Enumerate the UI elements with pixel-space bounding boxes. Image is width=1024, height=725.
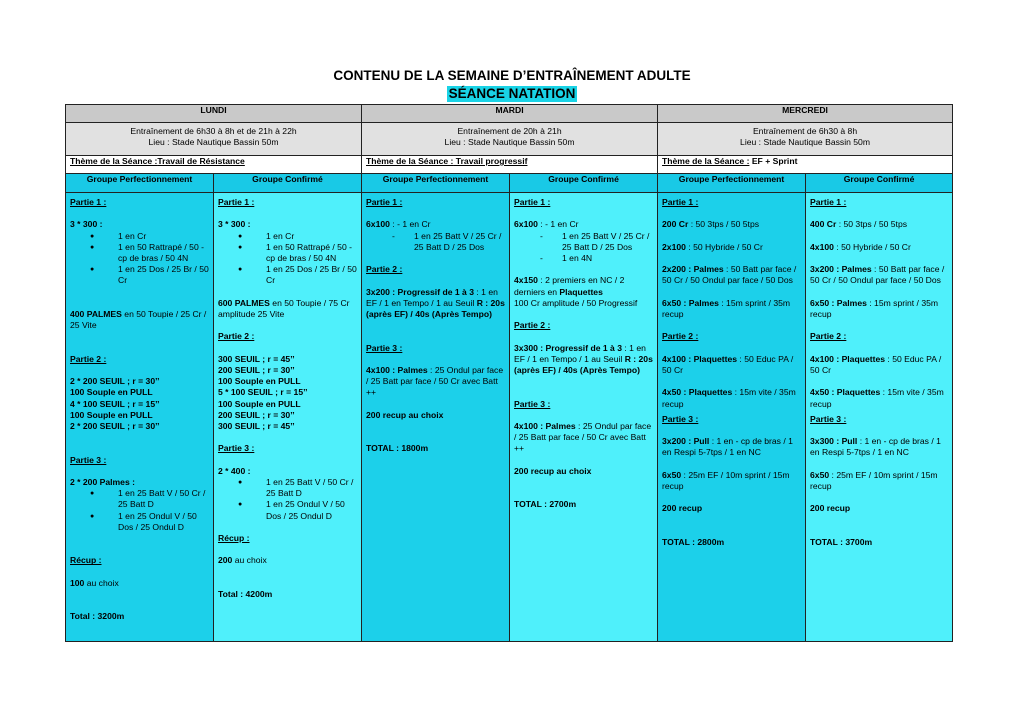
schedule-text: Entraînement de 6h30 à 8h et de 21h à 22h — [130, 126, 297, 136]
set-line: 100 Souple en PULL — [70, 409, 153, 420]
theme-value: EF + Sprint — [749, 156, 798, 166]
group-header: Groupe Confirmé — [510, 174, 658, 193]
set-line — [810, 436, 948, 458]
set-line — [810, 298, 948, 320]
set-line — [662, 354, 801, 376]
total-text: Total : 3200m — [70, 611, 125, 622]
section-title: Partie 3 : — [662, 413, 699, 424]
set-text: : 25 Ondul par face / 25 Batt par face / 50 Cr avec Batt ++ — [514, 420, 652, 454]
set-text: : 50 Educ PA / 50 Cr — [662, 353, 794, 375]
section-title: Partie 1 : — [810, 197, 847, 207]
group-row — [66, 174, 953, 193]
set-text: : 50 Batt par face / 50 Cr / 50 Ondul par face / 50 Dos — [810, 264, 945, 286]
set-line: 100 Souple en PULL — [70, 387, 153, 398]
set-title: 2 * 400 : — [218, 465, 251, 476]
set-line — [366, 219, 505, 230]
set-line — [514, 421, 653, 455]
set-line — [810, 219, 948, 230]
set-line: 2 * 200 SEUIL ; r = 30’’ — [70, 420, 160, 431]
mardi-perf-cell — [362, 193, 510, 642]
section-title: Partie 3 : — [70, 454, 107, 465]
set-line — [810, 354, 948, 376]
set-line: 200 SEUIL ; r = 30’’ — [218, 364, 295, 375]
bullet-item: ● 1 en 50 Rattrapé / 50 - cp de bras / 50 4N — [218, 242, 357, 264]
content-row — [66, 193, 953, 642]
set-bold: 2x200 : Palmes — [662, 264, 724, 275]
day-header-row — [66, 105, 953, 123]
set-line: 2 * 200 SEUIL ; r = 30’’ — [70, 376, 160, 387]
bullet-item: ● 1 en Cr — [218, 231, 357, 242]
training-table — [65, 104, 953, 642]
set-bold: 3x200 : Pull — [662, 436, 710, 447]
set-text: : 25 Ondul par face / 25 Batt par face / 50 Cr avec Batt ++ — [366, 364, 504, 398]
set-line — [810, 264, 948, 286]
set-text: : 15m vite / 35m recup — [662, 387, 796, 409]
set-line: 5 * 100 SEUIL ; r = 15’’ — [218, 387, 308, 398]
section-title: Partie 2 : — [218, 331, 255, 342]
set-bold: 200 Cr — [662, 219, 689, 230]
mercredi-conf-cell — [806, 193, 953, 642]
set-line — [810, 242, 948, 253]
set-bold: 3x200 : Palmes — [810, 264, 872, 275]
set-bold: R : 20s (après EF) / 40s (Après Tempo) — [366, 297, 505, 319]
set-bold: 6x50 — [662, 469, 682, 480]
section-title: Partie 1 : — [514, 197, 551, 207]
day-mardi: MARDI — [362, 105, 658, 123]
theme-row — [66, 156, 953, 174]
section-title: Partie 3 : — [366, 342, 403, 353]
set-line — [662, 298, 801, 320]
set-text: : 1 en - cp de bras / 1 en Respi 5-7tps / 1 en NC — [662, 436, 793, 458]
section-title: Partie 2 : — [662, 331, 699, 342]
theme-lundi — [66, 156, 362, 174]
recup-bold: 200 — [218, 555, 233, 566]
set-text: : 15m vite / 35m recup — [810, 387, 944, 409]
set-bold: 6x50 : Palmes — [662, 297, 719, 308]
bullet-item: ● 1 en 25 Dos / 25 Br / 50 Cr — [70, 264, 209, 286]
recup-text: 200 recup au choix — [366, 409, 444, 420]
subtitle-wrap — [0, 85, 1024, 103]
set-line: 4 * 100 SEUIL ; r = 15’’ — [70, 398, 160, 409]
set-text: : 1 en EF / 1 en Tempo / 1 au Seuil — [514, 342, 646, 364]
mardi-conf-cell — [510, 193, 658, 642]
set-bold: 4x100 : Palmes — [514, 420, 576, 431]
section-title: Partie 1 : — [366, 197, 403, 207]
set-bold: 3x300 : Progressif de 1 à 3 — [514, 342, 622, 353]
set-text: en 50 Toupie / 75 Cr amplitude 25 Vite — [218, 297, 350, 319]
set-line — [514, 275, 653, 297]
set-bold: 6x100 — [514, 219, 538, 230]
set-bold: 4x150 — [514, 275, 538, 286]
set-title: 3 * 300 : — [70, 219, 103, 230]
group-header: Groupe Perfectionnement — [362, 174, 510, 193]
set-text: : 50 3tps / 50 5tps — [688, 219, 760, 230]
recup-line — [70, 578, 209, 589]
set-line: 300 SEUIL ; r = 45’’ — [218, 421, 295, 431]
location-text: Lieu : Stade Nautique Bassin 50m — [148, 137, 279, 148]
bullet-item: ● 1 en 25 Ondul V / 50 Dos / 25 Ondul D — [218, 499, 357, 521]
total-text: TOTAL : 2800m — [662, 536, 725, 547]
set-text: : 50 Hybride / 50 Cr — [685, 241, 763, 252]
recup-text: 200 recup — [810, 503, 851, 514]
set-bold: 4x50 : Plaquettes — [810, 387, 881, 398]
set-line — [662, 436, 801, 458]
set-bold: 4x100 : Plaquettes — [662, 353, 738, 364]
set-text: : 50 3tps / 50 5tps — [836, 219, 908, 230]
set-line — [218, 298, 357, 320]
schedule-text: Entraînement de 6h30 à 8h — [752, 126, 858, 136]
total-text: Total : 4200m — [218, 588, 273, 599]
bullet-item: ● 1 en 25 Dos / 25 Br / 50 Cr — [218, 264, 357, 286]
location-text: Lieu : Stade Nautique Bassin 50m — [444, 137, 575, 148]
section-title: Partie 1 : — [70, 197, 107, 207]
theme-value: Travail de Résistance — [157, 156, 245, 166]
set-bold: R : 20s (après EF) / 40s (Après Tempo) — [514, 353, 653, 375]
set-text: : 50 Hybride / 50 Cr — [833, 241, 911, 252]
bullet-item: ● 1 en 25 Batt V / 50 Cr / 25 Batt D — [218, 477, 357, 499]
section-title: Partie 2 : — [810, 331, 847, 342]
set-bold: 6x50 — [810, 469, 830, 480]
set-bold: 6x50 : Palmes — [810, 297, 867, 308]
set-line — [810, 470, 948, 492]
set-bold: 600 PALMES — [218, 297, 270, 308]
set-bold: 3x200 : Progressif de 1 à 3 — [366, 286, 474, 297]
theme-label: Thème de la Séance : — [70, 156, 158, 166]
set-text: : 15m sprint / 35m recup — [810, 297, 939, 319]
section-title: Récup : — [70, 555, 102, 566]
group-header: Groupe Confirmé — [806, 174, 953, 193]
dash-item: - 1 en 4N — [514, 253, 653, 264]
set-line — [70, 309, 209, 331]
set-text: : 2 premiers en NC / 2 derniers en — [514, 275, 625, 297]
set-text: : - 1 en Cr — [537, 219, 579, 230]
recup-text: au choix — [232, 555, 267, 566]
section-title: Partie 3 : — [218, 443, 255, 454]
set-line: 100 Cr amplitude / 50 Progressif — [514, 297, 638, 308]
group-header: Groupe Confirmé — [214, 174, 362, 193]
recup-text: au choix — [84, 577, 119, 588]
section-title: Partie 2 : — [70, 353, 107, 364]
section-title: Partie 2 : — [514, 320, 551, 331]
set-title: 2 * 200 Palmes : — [70, 476, 135, 487]
set-line: 100 Souple en PULL — [218, 398, 301, 409]
info-row — [66, 123, 953, 156]
section-title: Partie 2 : — [366, 264, 403, 275]
lundi-perf-cell — [66, 193, 214, 642]
set-text: : 15m sprint / 35m recup — [662, 297, 791, 319]
theme-label: Thème de la Séance : — [662, 156, 750, 166]
set-line — [662, 264, 801, 286]
group-header: Groupe Perfectionnement — [66, 174, 214, 193]
set-line — [366, 365, 505, 399]
theme-mardi — [362, 156, 658, 174]
bullet-item: ● 1 en 50 Rattrapé / 50 - cp de bras / 50 4N — [70, 242, 209, 264]
theme-label: Thème de la Séance : — [366, 156, 454, 166]
set-text: : 1 en - cp de bras / 1 en Respi 5-7tps / 1 en NC — [810, 436, 941, 458]
set-bold: Plaquettes — [559, 286, 603, 297]
mercredi-perf-cell — [658, 193, 806, 642]
page-title: CONTENU DE LA SEMAINE D’ENTRAÎNEMENT ADULTE — [333, 68, 691, 83]
bullet-item: ● 1 en 25 Ondul V / 50 Dos / 25 Ondul D — [70, 511, 209, 533]
bullet-item: ● 1 en 25 Batt V / 50 Cr / 25 Batt D — [70, 488, 209, 510]
set-text: : 25m EF / 10m sprint / 15m recup — [810, 469, 938, 491]
set-bold: 4x100 : Plaquettes — [810, 353, 886, 364]
recup-text: 200 recup au choix — [514, 465, 592, 476]
set-bold: 4x50 : Plaquettes — [662, 387, 733, 398]
info-lundi — [66, 123, 362, 156]
theme-mercredi — [658, 156, 953, 174]
set-text: : 1 en EF / 1 en Tempo / 1 au Seuil — [366, 286, 498, 308]
day-mercredi: MERCREDI — [658, 105, 953, 123]
recup-line — [218, 555, 357, 566]
set-text: : 50 Educ PA / 50 Cr — [810, 353, 942, 375]
set-bold: 400 PALMES — [70, 308, 122, 319]
set-line — [366, 287, 505, 321]
set-line — [810, 387, 948, 409]
schedule-text: Entraînement de 20h à 21h — [457, 126, 562, 136]
set-bold: 2x100 — [662, 241, 686, 252]
set-text: : - 1 en Cr — [389, 219, 431, 230]
set-line — [662, 470, 801, 492]
lundi-conf-cell — [214, 193, 362, 642]
set-line — [514, 219, 653, 230]
set-text: en 50 Toupie / 25 Cr / 25 Vite — [70, 308, 207, 331]
day-lundi: LUNDI — [66, 105, 362, 123]
set-text: : 50 Batt par face / 50 Cr / 50 Ondul par face / 50 Dos — [662, 264, 797, 286]
set-bold: 6x100 — [366, 219, 390, 230]
info-mercredi — [658, 123, 953, 156]
total-text: TOTAL : 2700m — [514, 499, 577, 510]
set-line — [662, 242, 801, 253]
section-title: Partie 3 : — [810, 413, 847, 424]
dash-item: - 1 en 25 Batt V / 25 Cr / 25 Batt D / 25 Dos — [366, 231, 505, 253]
section-title: Partie 1 : — [662, 197, 699, 207]
total-text: TOTAL : 3700m — [810, 536, 873, 547]
section-title: Récup : — [218, 532, 250, 543]
set-line: 200 SEUIL ; r = 30’’ — [218, 409, 295, 420]
info-mardi — [362, 123, 658, 156]
theme-value: Travail progressif — [453, 156, 528, 166]
set-line — [662, 387, 801, 409]
set-line — [514, 343, 653, 377]
page-subtitle: SÉANCE NATATION — [448, 86, 576, 101]
set-bold: 4x100 — [810, 241, 834, 252]
dash-item: - 1 en 25 Batt V / 25 Cr / 25 Batt D / 25 Dos — [514, 231, 653, 253]
set-text: : 25m EF / 10m sprint / 15m recup — [662, 469, 790, 491]
set-line: 100 Souple en PULL — [218, 376, 301, 387]
recup-bold: 100 — [70, 577, 85, 588]
location-text: Lieu : Stade Nautique Bassin 50m — [740, 137, 870, 148]
set-bold: 4x100 : Palmes — [366, 364, 428, 375]
total-text: TOTAL : 1800m — [366, 443, 429, 454]
section-title: Partie 1 : — [218, 197, 255, 207]
set-bold: 3x300 : Pull — [810, 436, 858, 447]
set-bold: 400 Cr — [810, 219, 837, 230]
set-line — [662, 219, 801, 230]
group-header: Groupe Perfectionnement — [658, 174, 806, 193]
section-title: Partie 3 : — [514, 398, 551, 409]
set-line: 300 SEUIL ; r = 45’’ — [218, 353, 295, 364]
set-title: 3 * 300 : — [218, 219, 251, 230]
bullet-item: ● 1 en Cr — [70, 231, 209, 242]
recup-text: 200 recup — [662, 503, 703, 514]
